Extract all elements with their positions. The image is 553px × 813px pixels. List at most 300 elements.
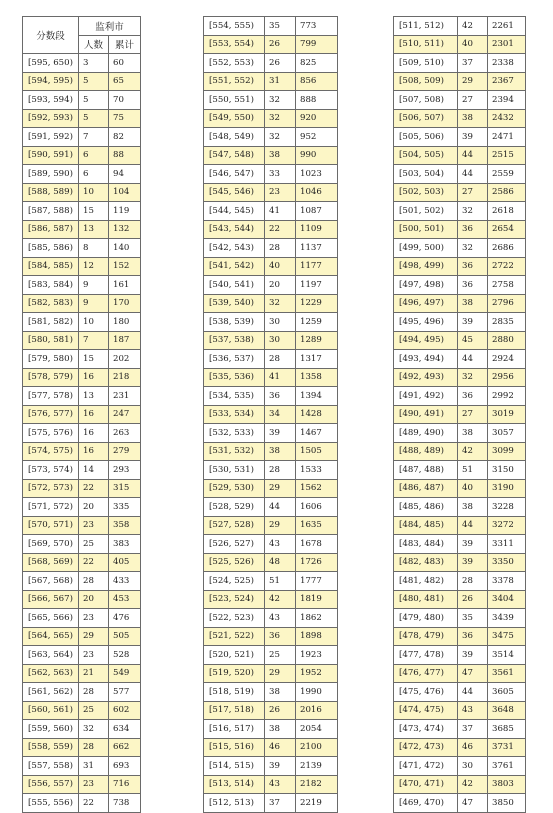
score-range-cell: [525, 526) [204, 553, 265, 572]
score-range-cell: [574, 575) [23, 442, 79, 461]
score-range-cell: [478, 479) [394, 627, 458, 646]
cumulative-cell: 1358 [296, 368, 338, 387]
count-cell: 36 [458, 387, 488, 406]
cumulative-cell: 1317 [296, 350, 338, 369]
cumulative-cell: 2880 [488, 331, 526, 350]
score-range-cell: [475, 476) [394, 683, 458, 702]
table-row [204, 331, 338, 350]
score-range-cell: [482, 483) [394, 553, 458, 572]
table-row [23, 368, 141, 387]
table-row [23, 128, 141, 147]
cumulative-cell: 1533 [296, 461, 338, 480]
score-range-cell: [500, 501) [394, 220, 458, 239]
count-cell: 44 [265, 498, 296, 517]
count-cell: 15 [79, 350, 109, 369]
table-row [204, 442, 338, 461]
table-row [394, 220, 526, 239]
cumulative-cell: 2654 [488, 220, 526, 239]
score-range-cell: [546, 547) [204, 165, 265, 184]
count-cell: 42 [458, 17, 488, 36]
count-cell: 23 [265, 183, 296, 202]
table-row [23, 350, 141, 369]
cumulative-cell: 577 [109, 683, 141, 702]
score-range-cell: [494, 495) [394, 331, 458, 350]
cumulative-cell: 1137 [296, 239, 338, 258]
count-cell: 32 [265, 128, 296, 147]
cumulative-cell: 888 [296, 91, 338, 110]
score-range-cell: [489, 490) [394, 424, 458, 443]
cumulative-cell: 856 [296, 72, 338, 91]
score-range-cell: [469, 470) [394, 794, 458, 813]
cumulative-cell: 315 [109, 479, 141, 498]
cumulative-cell: 3019 [488, 405, 526, 424]
score-range-cell: [569, 570) [23, 535, 79, 554]
score-range-cell: [487, 488) [394, 461, 458, 480]
table-row [394, 738, 526, 757]
score-range-cell: [524, 525) [204, 572, 265, 591]
table-row [204, 461, 338, 480]
table-row [394, 424, 526, 443]
cumulative-cell: 634 [109, 720, 141, 739]
table-row [204, 794, 338, 813]
count-cell: 35 [458, 609, 488, 628]
table-row [23, 331, 141, 350]
count-cell: 5 [79, 72, 109, 91]
table-row [23, 54, 141, 73]
score-range-cell: [593, 594) [23, 91, 79, 110]
score-range-cell: [508, 509) [394, 72, 458, 91]
count-cell: 29 [265, 516, 296, 535]
score-range-cell: [570, 571) [23, 516, 79, 535]
cumulative-cell: 2182 [296, 775, 338, 794]
count-cell: 45 [458, 331, 488, 350]
cumulative-cell: 3350 [488, 553, 526, 572]
score-range-cell: [503, 504) [394, 165, 458, 184]
count-cell: 28 [79, 683, 109, 702]
score-range-cell: [491, 492) [394, 387, 458, 406]
score-range-cell: [565, 566) [23, 609, 79, 628]
score-range-cell: [521, 522) [204, 627, 265, 646]
table-row [204, 220, 338, 239]
count-cell: 20 [79, 590, 109, 609]
count-cell: 37 [458, 54, 488, 73]
cumulative-cell: 70 [109, 91, 141, 110]
cumulative-cell: 1428 [296, 405, 338, 424]
count-cell: 26 [265, 35, 296, 54]
score-range-cell: [539, 540) [204, 294, 265, 313]
cumulative-cell: 2686 [488, 239, 526, 258]
score-range-cell: [576, 577) [23, 405, 79, 424]
cumulative-cell: 2471 [488, 128, 526, 147]
score-range-cell: [579, 580) [23, 350, 79, 369]
table-row [23, 627, 141, 646]
score-range-cell: [550, 551) [204, 91, 265, 110]
count-cell: 3 [79, 54, 109, 73]
cumulative-cell: 716 [109, 775, 141, 794]
table-row [394, 757, 526, 776]
table-row [23, 146, 141, 165]
count-cell: 39 [458, 646, 488, 665]
table-row [204, 572, 338, 591]
table-row [204, 17, 338, 36]
table-row [394, 239, 526, 258]
score-range-cell: [581, 582) [23, 313, 79, 332]
table-row [204, 128, 338, 147]
cumulative-cell: 3190 [488, 479, 526, 498]
score-range-cell: [588, 589) [23, 183, 79, 202]
count-cell: 43 [265, 535, 296, 554]
count-cell: 6 [79, 165, 109, 184]
table-row [204, 627, 338, 646]
cumulative-cell: 3685 [488, 720, 526, 739]
count-cell: 42 [265, 590, 296, 609]
score-range-cell: [497, 498) [394, 276, 458, 295]
count-cell: 40 [458, 35, 488, 54]
score-table-1 [22, 16, 141, 813]
score-range-cell: [501, 502) [394, 202, 458, 221]
table-row [204, 590, 338, 609]
table-row [204, 701, 338, 720]
count-cell: 42 [458, 442, 488, 461]
table-row [394, 294, 526, 313]
count-cell: 13 [79, 220, 109, 239]
score-range-cell: [516, 517) [204, 720, 265, 739]
cumulative-cell: 202 [109, 350, 141, 369]
score-range-cell: [536, 537) [204, 350, 265, 369]
count-cell: 29 [265, 664, 296, 683]
cumulative-cell: 1862 [296, 609, 338, 628]
table-row [394, 91, 526, 110]
cumulative-cell: 2796 [488, 294, 526, 313]
cumulative-cell: 104 [109, 183, 141, 202]
score-range-cell: [529, 530) [204, 479, 265, 498]
cumulative-cell: 218 [109, 368, 141, 387]
count-cell: 5 [79, 91, 109, 110]
count-cell: 23 [79, 516, 109, 535]
score-range-cell: [470, 471) [394, 775, 458, 794]
count-cell: 39 [458, 535, 488, 554]
table-row [394, 442, 526, 461]
count-cell: 8 [79, 239, 109, 258]
table-row [204, 424, 338, 443]
table-row [204, 757, 338, 776]
score-range-cell: [580, 581) [23, 331, 79, 350]
table-row [23, 202, 141, 221]
score-range-cell: [492, 493) [394, 368, 458, 387]
table-row [23, 609, 141, 628]
score-range-cell: [514, 515) [204, 757, 265, 776]
count-cell: 40 [458, 479, 488, 498]
table-body [23, 54, 141, 813]
cumulative-cell: 65 [109, 72, 141, 91]
cumulative-cell: 152 [109, 257, 141, 276]
score-range-cell: [510, 511) [394, 35, 458, 54]
score-range-cell: [531, 532) [204, 442, 265, 461]
count-cell: 12 [79, 257, 109, 276]
score-range-cell: [590, 591) [23, 146, 79, 165]
table-row [394, 331, 526, 350]
score-range-cell: [554, 555) [204, 17, 265, 36]
score-range-cell: [472, 473) [394, 738, 458, 757]
cumulative-cell: 170 [109, 294, 141, 313]
cumulative-cell: 2835 [488, 313, 526, 332]
score-range-cell: [512, 513) [204, 794, 265, 813]
count-cell: 37 [265, 794, 296, 813]
count-cell: 36 [458, 627, 488, 646]
score-range-cell: [555, 556) [23, 794, 79, 813]
score-range-cell: [562, 563) [23, 664, 79, 683]
count-cell: 16 [79, 368, 109, 387]
count-cell: 39 [458, 553, 488, 572]
score-range-cell: [505, 506) [394, 128, 458, 147]
table-row [204, 516, 338, 535]
count-cell: 40 [265, 257, 296, 276]
count-cell: 41 [265, 202, 296, 221]
count-cell: 39 [458, 128, 488, 147]
cumulative-cell: 2367 [488, 72, 526, 91]
count-cell: 43 [265, 609, 296, 628]
cumulative-cell: 1177 [296, 257, 338, 276]
cumulative-cell: 358 [109, 516, 141, 535]
score-range-cell: [490, 491) [394, 405, 458, 424]
score-range-cell: [530, 531) [204, 461, 265, 480]
count-cell: 32 [265, 294, 296, 313]
count-cell: 31 [79, 757, 109, 776]
table-row [394, 35, 526, 54]
cumulative-cell: 1990 [296, 683, 338, 702]
count-cell: 32 [265, 109, 296, 128]
table-row [23, 701, 141, 720]
table-row [394, 479, 526, 498]
cumulative-cell: 3272 [488, 516, 526, 535]
cumulative-cell: 2758 [488, 276, 526, 295]
table-row [23, 516, 141, 535]
cumulative-cell: 161 [109, 276, 141, 295]
score-range-cell: [582, 583) [23, 294, 79, 313]
table-row [204, 646, 338, 665]
cumulative-cell: 1777 [296, 572, 338, 591]
table-row [23, 535, 141, 554]
count-cell: 29 [265, 479, 296, 498]
cumulative-cell: 3803 [488, 775, 526, 794]
cumulative-cell: 383 [109, 535, 141, 554]
count-cell: 32 [458, 368, 488, 387]
count-cell: 42 [458, 775, 488, 794]
table-row [394, 368, 526, 387]
count-cell: 32 [458, 239, 488, 258]
score-range-cell: [543, 544) [204, 220, 265, 239]
score-range-cell: [553, 554) [204, 35, 265, 54]
table-row [204, 368, 338, 387]
table-row [204, 294, 338, 313]
count-cell: 38 [458, 109, 488, 128]
cumulative-cell: 3378 [488, 572, 526, 591]
score-range-cell: [520, 521) [204, 646, 265, 665]
cumulative-cell: 3514 [488, 646, 526, 665]
cumulative-cell: 94 [109, 165, 141, 184]
count-cell: 51 [265, 572, 296, 591]
table-row [23, 683, 141, 702]
cumulative-cell: 1289 [296, 331, 338, 350]
table-row [394, 590, 526, 609]
segment-header: 分数段 [23, 17, 79, 54]
count-header: 人数 [79, 35, 109, 54]
cumulative-cell: 405 [109, 553, 141, 572]
count-cell: 7 [79, 128, 109, 147]
cumulative-cell: 2992 [488, 387, 526, 406]
score-range-cell: [479, 480) [394, 609, 458, 628]
count-cell: 29 [79, 627, 109, 646]
table-row [204, 202, 338, 221]
count-cell: 13 [79, 387, 109, 406]
cumulative-cell: 2515 [488, 146, 526, 165]
count-cell: 31 [265, 72, 296, 91]
count-cell: 38 [265, 720, 296, 739]
score-range-cell: [595, 650) [23, 54, 79, 73]
score-range-cell: [573, 574) [23, 461, 79, 480]
cumulative-cell: 1259 [296, 313, 338, 332]
count-cell: 38 [265, 683, 296, 702]
score-range-cell: [528, 529) [204, 498, 265, 517]
cumulative-cell: 602 [109, 701, 141, 720]
table-row [394, 461, 526, 480]
cumulative-cell: 2586 [488, 183, 526, 202]
count-cell: 28 [79, 738, 109, 757]
table-row [23, 387, 141, 406]
count-cell: 26 [458, 590, 488, 609]
table-row [394, 257, 526, 276]
score-range-cell: [517, 518) [204, 701, 265, 720]
cumulative-cell: 140 [109, 239, 141, 258]
score-range-cell: [481, 482) [394, 572, 458, 591]
cumulative-cell: 3561 [488, 664, 526, 683]
score-range-cell: [513, 514) [204, 775, 265, 794]
cumulative-cell: 2394 [488, 91, 526, 110]
cumulative-cell: 476 [109, 609, 141, 628]
score-range-cell: [519, 520) [204, 664, 265, 683]
table-row [204, 165, 338, 184]
score-range-cell: [476, 477) [394, 664, 458, 683]
cumulative-cell: 3475 [488, 627, 526, 646]
count-cell: 30 [265, 331, 296, 350]
table-row [204, 183, 338, 202]
score-range-cell: [522, 523) [204, 609, 265, 628]
table-row [23, 479, 141, 498]
count-cell: 37 [458, 720, 488, 739]
count-cell: 38 [265, 146, 296, 165]
cumulative-cell: 3850 [488, 794, 526, 813]
score-range-cell: [534, 535) [204, 387, 265, 406]
cumulative-cell: 528 [109, 646, 141, 665]
cumulative-cell: 1562 [296, 479, 338, 498]
score-range-cell: [538, 539) [204, 313, 265, 332]
cumulative-cell: 2261 [488, 17, 526, 36]
city-header: 监利市 [79, 17, 141, 36]
score-range-cell: [561, 562) [23, 683, 79, 702]
cumulative-cell: 1394 [296, 387, 338, 406]
cumulative-cell: 738 [109, 794, 141, 813]
count-cell: 30 [265, 313, 296, 332]
score-range-cell: [594, 595) [23, 72, 79, 91]
score-range-cell: [577, 578) [23, 387, 79, 406]
cumulative-cell: 231 [109, 387, 141, 406]
count-cell: 29 [458, 72, 488, 91]
score-range-cell: [537, 538) [204, 331, 265, 350]
cumulative-cell: 3761 [488, 757, 526, 776]
count-cell: 44 [458, 683, 488, 702]
cumulative-cell: 75 [109, 109, 141, 128]
cumulative-cell: 1109 [296, 220, 338, 239]
table-row [394, 350, 526, 369]
cumulative-cell: 433 [109, 572, 141, 591]
cumulative-cell: 3057 [488, 424, 526, 443]
score-range-cell: [499, 500) [394, 239, 458, 258]
score-range-cell: [557, 558) [23, 757, 79, 776]
table-row [23, 572, 141, 591]
count-cell: 36 [458, 276, 488, 295]
count-cell: 47 [458, 794, 488, 813]
cumulative-cell: 2924 [488, 350, 526, 369]
count-cell: 39 [265, 424, 296, 443]
score-range-cell: [540, 541) [204, 276, 265, 295]
score-range-cell: [506, 507) [394, 109, 458, 128]
score-range-cell: [544, 545) [204, 202, 265, 221]
table-row [394, 276, 526, 295]
score-range-cell: [549, 550) [204, 109, 265, 128]
count-cell: 9 [79, 294, 109, 313]
table-row [23, 183, 141, 202]
score-range-cell: [558, 559) [23, 738, 79, 757]
count-cell: 39 [265, 757, 296, 776]
score-range-cell: [484, 485) [394, 516, 458, 535]
table-row [23, 239, 141, 258]
count-cell: 43 [265, 775, 296, 794]
score-range-cell: [527, 528) [204, 516, 265, 535]
count-cell: 39 [458, 313, 488, 332]
score-range-cell: [585, 586) [23, 239, 79, 258]
cumulative-cell: 3099 [488, 442, 526, 461]
table-row [394, 109, 526, 128]
table-row [23, 757, 141, 776]
score-range-cell: [523, 524) [204, 590, 265, 609]
cumulative-cell: 549 [109, 664, 141, 683]
count-cell: 22 [265, 220, 296, 239]
cumulative-cell: 2559 [488, 165, 526, 184]
table-row [204, 276, 338, 295]
score-range-cell: [526, 527) [204, 535, 265, 554]
count-cell: 34 [265, 405, 296, 424]
count-cell: 27 [458, 405, 488, 424]
cumulative-cell: 1635 [296, 516, 338, 535]
count-cell: 38 [458, 424, 488, 443]
count-cell: 44 [458, 165, 488, 184]
table-row [23, 720, 141, 739]
table-row [204, 405, 338, 424]
table-row [204, 535, 338, 554]
score-range-cell: [495, 496) [394, 313, 458, 332]
cumulative-cell: 2432 [488, 109, 526, 128]
cumulative-cell: 2956 [488, 368, 526, 387]
table-row [23, 553, 141, 572]
table-row [394, 794, 526, 813]
count-cell: 23 [79, 775, 109, 794]
table-row [204, 91, 338, 110]
table-row [23, 738, 141, 757]
cumulative-cell: 3731 [488, 738, 526, 757]
score-range-cell: [483, 484) [394, 535, 458, 554]
table-row [394, 72, 526, 91]
count-cell: 10 [79, 183, 109, 202]
